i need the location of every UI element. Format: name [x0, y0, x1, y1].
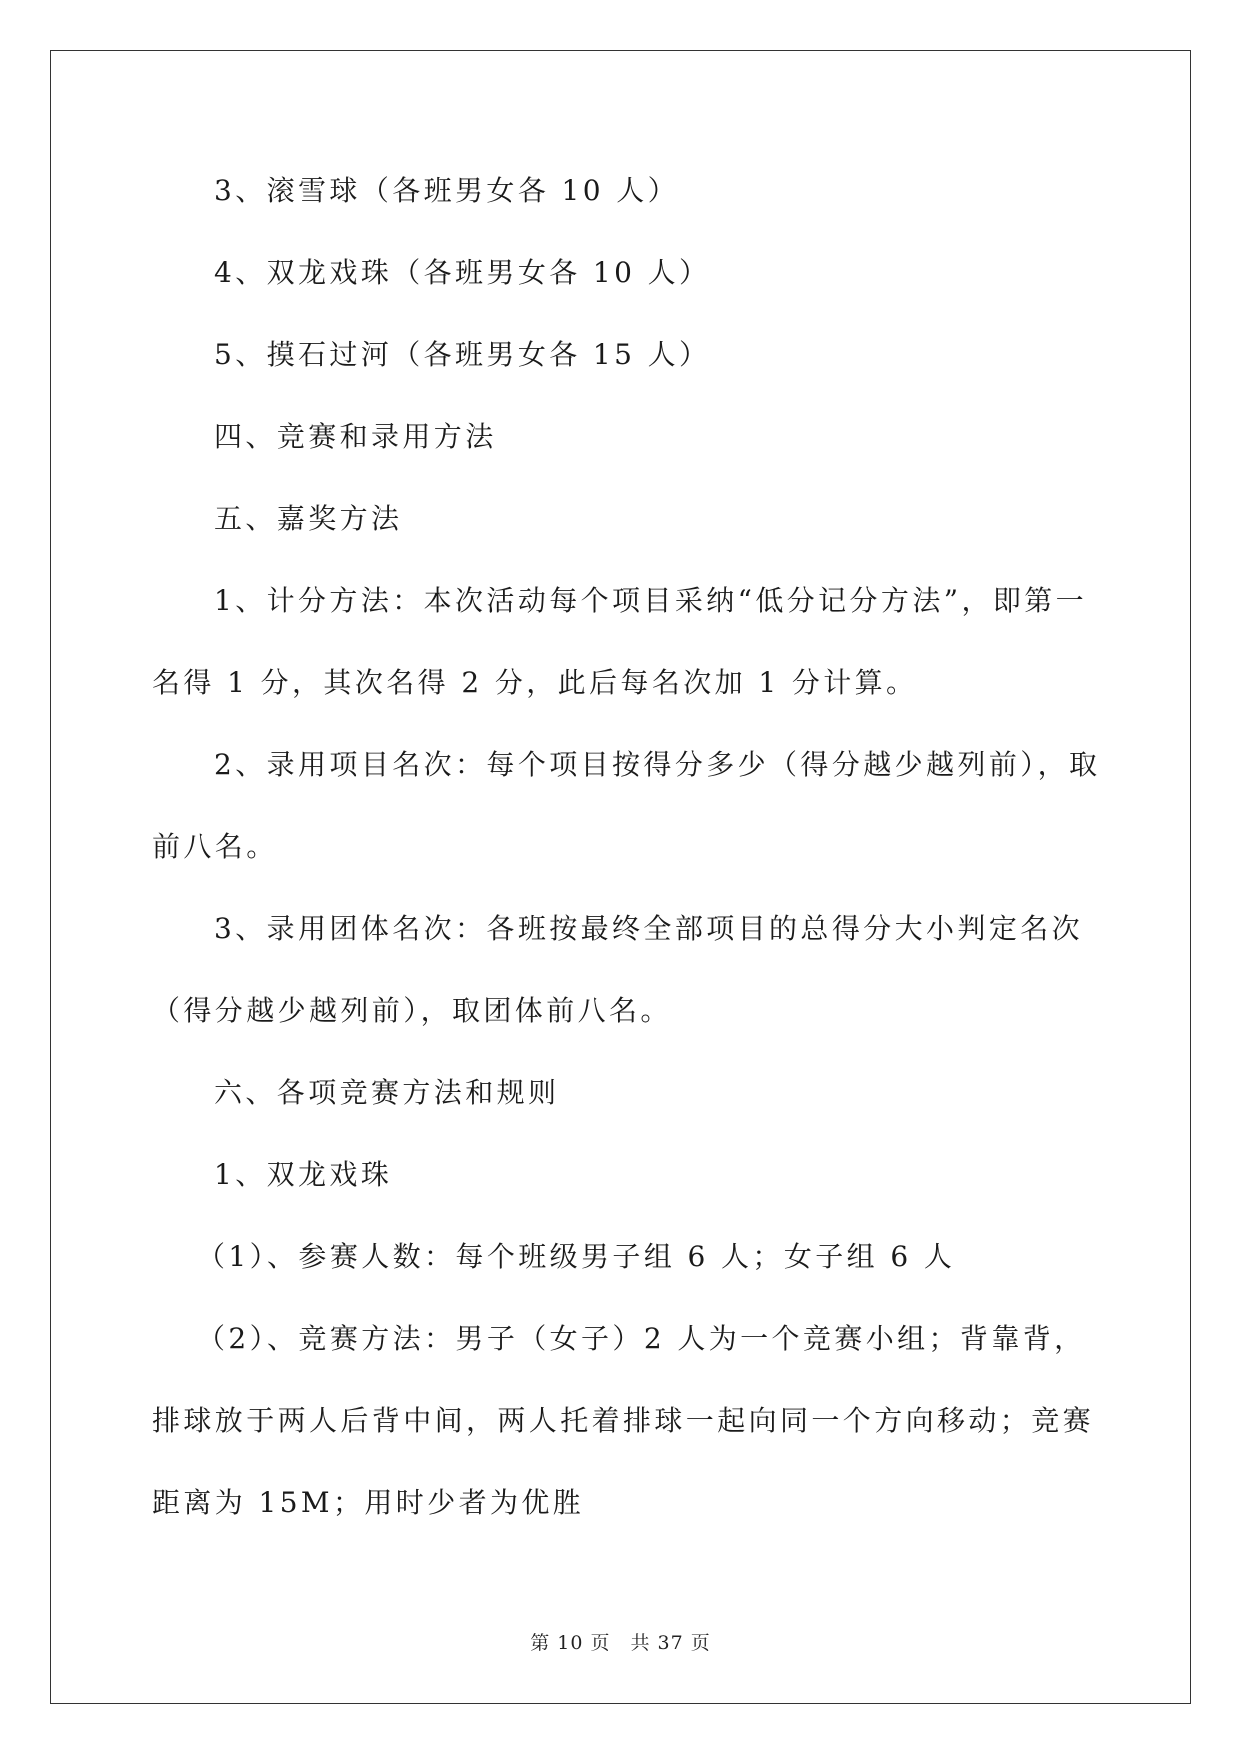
list-item-double-dragon: 4、双龙戏珠（各班男女各 10 人） — [214, 256, 711, 289]
paragraph-team-rank-line2: （得分越少越列前），取团体前八名。 — [152, 994, 672, 1027]
paragraph-scoring-line2: 名得 1 分，其次名得 2 分，此后每名次加 1 分计算。 — [152, 666, 918, 699]
paragraph-team-rank-line1: 3、录用团体名次：各班按最终全部项目的总得分大小判定名次 — [214, 912, 1084, 945]
section-heading-competition: 四、竞赛和录用方法 — [214, 420, 497, 453]
page-number: 第 10 页 — [530, 1632, 611, 1654]
paragraph-method-line1: （2）、竞赛方法：男子（女子）2 人为一个竞赛小组；背靠背， — [197, 1322, 1086, 1355]
section-heading-rules: 六、各项竞赛方法和规则 — [214, 1076, 560, 1109]
paragraph-participants: （1）、参赛人数：每个班级男子组 6 人；女子组 6 人 — [197, 1240, 956, 1273]
paragraph-project-rank-line1: 2、录用项目名次：每个项目按得分多少（得分越少越列前），取 — [214, 748, 1101, 781]
section-heading-awards: 五、嘉奖方法 — [214, 502, 403, 535]
page-footer — [0, 1628, 1241, 1655]
list-item-snowball: 3、滚雪球（各班男女各 10 人） — [214, 174, 680, 207]
paragraph-method-line3: 距离为 15M；用时少者为优胜 — [152, 1486, 585, 1519]
paragraph-method-line2: 排球放于两人后背中间，两人托着排球一起向同一个方向移动；竞赛 — [152, 1404, 1095, 1437]
paragraph-project-rank-line2: 前八名。 — [152, 830, 278, 863]
page-total: 共 37 页 — [630, 1632, 711, 1654]
subheading-double-dragon: 1、双龙戏珠 — [214, 1158, 393, 1191]
paragraph-scoring-line1: 1、计分方法：本次活动每个项目采纳“低分记分方法”，即第一 — [214, 584, 1088, 617]
document-body — [152, 150, 1101, 1544]
list-item-cross-river: 5、摸石过河（各班男女各 15 人） — [214, 338, 711, 371]
